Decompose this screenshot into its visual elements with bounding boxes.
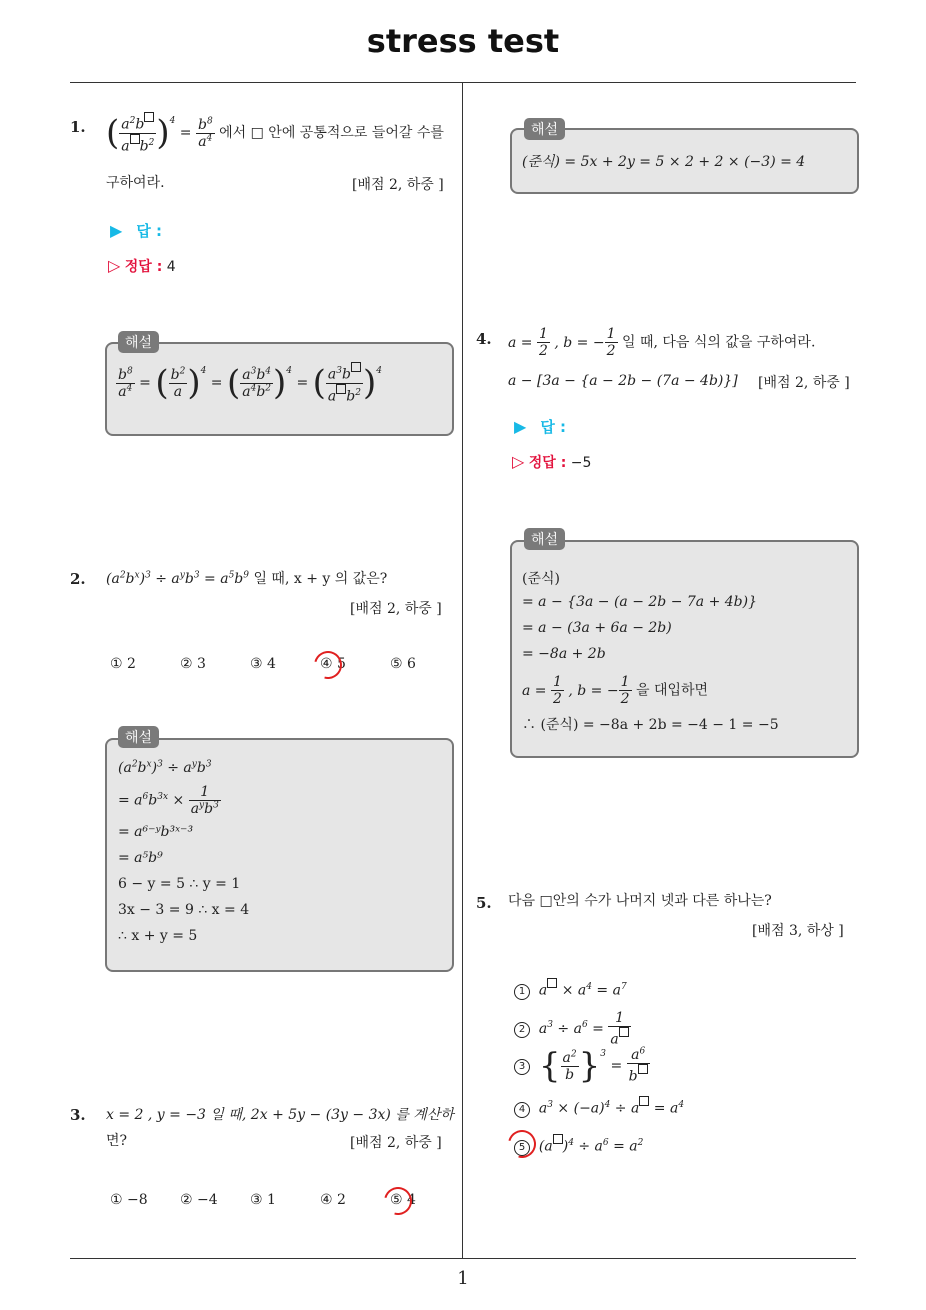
q5-number: 5. (476, 894, 492, 912)
q1-score: [배점 2, 하중 ] (352, 177, 444, 193)
q2-text: $(a^2b^x)^3 \div a^yb^3 = a^5b^9$ 일 때, x + y 의 값은? (106, 570, 388, 587)
column-divider (462, 82, 463, 1258)
q5-score: [배점 3, 하상 ] (752, 923, 844, 939)
q4-solution-line-2: = a − {3a − (a − 2b − 7a + 4b)} (522, 594, 758, 610)
top-rule (70, 82, 856, 83)
q2-solution-line-3: = a⁶⁻ʸb³ˣ⁻³ (118, 824, 194, 840)
q2-solution-line-7: ∴ x + y = 5 (118, 928, 198, 944)
q3-choice-4[interactable]: ④ 2 (320, 1192, 346, 1208)
q4-formula: a = $\frac{1}{2}$ , b = − $\frac{1}{2}$ (508, 326, 616, 359)
q1-number: 1. (70, 118, 86, 136)
q4-text-a: a = $\frac{1}{2}$ , b = − $\frac{1}{2}$ 일 때, 다음 식의 값을 구하여라. (508, 326, 816, 359)
q3-choice-3[interactable]: ③ 1 (250, 1192, 276, 1208)
q2-solution-line-4: = a⁵b⁹ (118, 850, 163, 866)
q4-score: [배점 2, 하중 ] (758, 375, 850, 391)
q2-choice-2[interactable]: ② 3 (180, 656, 206, 672)
q2-solution-line-5: 6 − y = 5 ∴ y = 1 (118, 876, 241, 892)
q4-solution-line-3: = a − (3a + 6a − 2b) (522, 620, 672, 636)
q2-marked-circle (309, 646, 347, 684)
q4-solution-line-1: (준식) (522, 571, 560, 587)
q1-text (106, 112, 456, 154)
q5-choice-4[interactable]: 4 $a^3 \times (-a)^4 \div a = a^4$ (514, 1096, 684, 1118)
q3-solution-tag: 해설 (524, 118, 565, 140)
q4-solution-line-5: a = $\frac{1}{2}$ , b = − $\frac{1}{2}$ 을 대입하면 (522, 674, 709, 707)
q2-formula: $(a^2b^x)^3 \div a^yb^3 = a^5b^9$ (106, 570, 249, 587)
q5-choice-1[interactable]: 1 $a \times a^4 = a^7$ (514, 978, 627, 1000)
q5-choice-2[interactable]: 2 $a^3 \div a^6$ = $\frac{1}{a}$ (514, 1010, 631, 1048)
q5-text: 다음 □안의 수가 나머지 넷과 다른 하나는? (508, 893, 772, 909)
q4-answer-label: ▶ 답 : (514, 417, 567, 436)
q1-text-a: 에서 □ 안에 공통적으로 들어갈 수를 (219, 125, 444, 142)
q3-choice-5[interactable]: ⑤ 4 (390, 1192, 416, 1208)
q2-choice-4[interactable]: ④ 5 (320, 656, 346, 672)
q3-marked-circle (379, 1182, 417, 1220)
q2-solution-line-1: $(a^2b^x)^3 \div a^yb^3$ (118, 759, 212, 776)
q3-solution-line: (준식) = 5x + 2y = 5 × 2 + 2 × (−3) = 4 (522, 154, 806, 170)
page-number: 1 (457, 1268, 469, 1289)
q2-number: 2. (70, 570, 86, 588)
q2-solution-line-6: 3x − 3 = 9 ∴ x = 4 (118, 902, 250, 918)
q1-correct-answer: ▷ 정답 : 4 (108, 256, 176, 275)
bottom-rule (70, 1258, 856, 1259)
q5-choice-3[interactable]: 3 { $\frac{a^2}{b}$ }$^3$ = $\frac{a^6}{b}$ (514, 1046, 650, 1086)
q4-solution-tag: 해설 (524, 528, 565, 550)
q2-solution-tag: 해설 (118, 726, 159, 748)
page-title: stress test (366, 22, 560, 60)
q3-choice-2[interactable]: ② −4 (180, 1192, 218, 1208)
q2-choice-1[interactable]: ① 2 (110, 656, 136, 672)
q1-text-b: 구하여라. (106, 175, 165, 191)
q2-choice-3[interactable]: ③ 4 (250, 656, 276, 672)
q4-number: 4. (476, 330, 492, 348)
q3-text-b: 면? (106, 1133, 128, 1149)
q4-solution-line-6: ∴ (준식) = −8a + 2b = −4 − 1 = −5 (522, 717, 779, 733)
q1-solution-formula: $\frac{b^8}{a^4}$ = ( $\frac{b^2}{a}$ )$^4$ = ( $\frac{a^3b^4}{a^4b^2}$ )$^4$ = ( $\frac{a^3b}{a b^2}$ )$^4$ (118, 363, 382, 405)
q3-score: [배점 2, 하중 ] (350, 1135, 442, 1151)
q3-choice-1[interactable]: ① −8 (110, 1192, 148, 1208)
q4-solution-line-4: = −8a + 2b (522, 646, 606, 662)
q2-solution-line-2: = $a^6b^{3x}$ × $\frac{1}{a^yb^3}$ (118, 784, 219, 817)
q5-choice-5[interactable]: 5 (a )$^4 \div a^6 = a^2$ (514, 1134, 643, 1156)
q3-number: 3. (70, 1106, 86, 1124)
q1-answer-label: ▶ 답 : (110, 221, 163, 240)
q3-text-a: x = 2 , y = −3 일 때, 2x + 5y − (3y − 3x) 를 계산하 (106, 1107, 454, 1123)
q2-score: [배점 2, 하중 ] (350, 601, 442, 617)
q2-choice-5[interactable]: ⑤ 6 (390, 656, 416, 672)
q1-solution-tag: 해설 (118, 331, 159, 353)
q4-text-b: a − [3a − {a − 2b − (7a − 4b)}] (508, 373, 738, 389)
q1-formula: ( $\frac{a^2b}{a b^2}$ )$^4$ = $\frac{b^8}{a^4}$ (106, 113, 213, 155)
q4-correct-answer: ▷ 정답 : −5 (512, 452, 592, 471)
q5-marked-circle (503, 1125, 541, 1163)
